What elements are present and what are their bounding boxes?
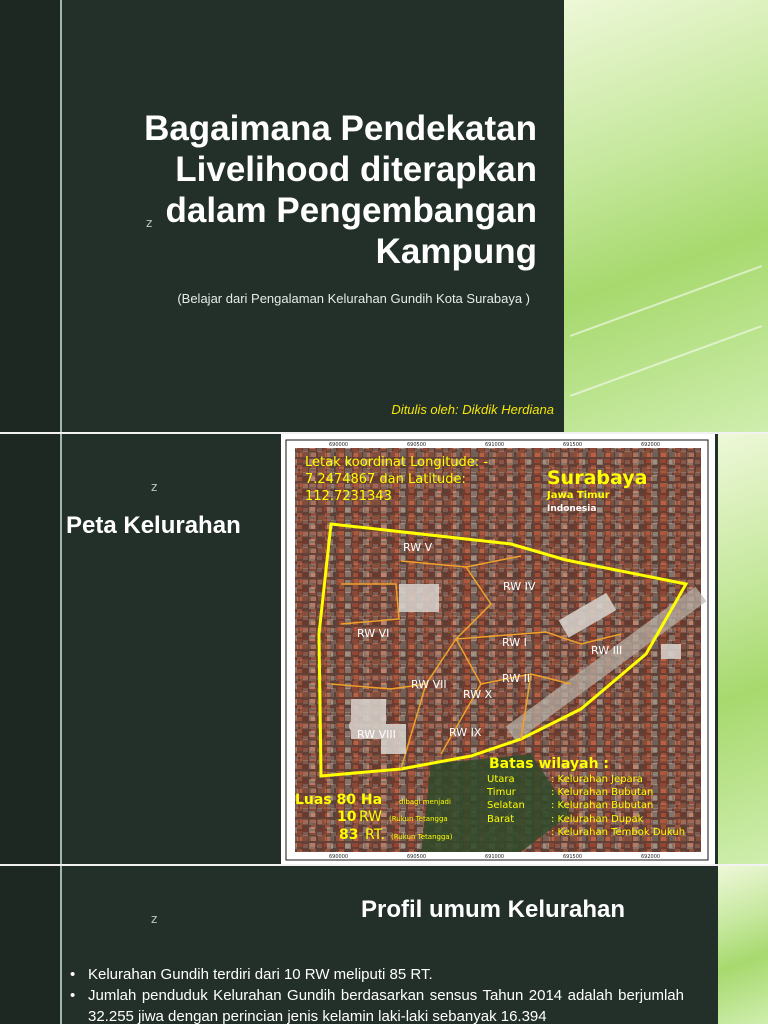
boundary-direction: Selatan [487,800,525,811]
left-divider-line [60,434,62,864]
boundary-name: : Kelurahan Dupak [551,814,644,825]
grid-tick-label: 690500 [407,442,427,448]
grid-tick-label: 691000 [485,854,505,860]
grid-tick-label: 692000 [641,442,661,448]
rw-label: RW VI [357,627,390,640]
grid-tick-label: 690500 [407,854,427,860]
coordinates-line-3: 112.7231343 [305,489,392,504]
left-divider-line [60,866,62,1024]
left-sidebar-band [0,0,60,432]
rw-label: RW VII [411,678,447,691]
coordinates-line-1: Letak koordinat Longitude: - [305,455,488,470]
slide-subtitle: (Belajar dari Pengalaman Kelurahan Gundih Kota Surabaya ) [177,291,530,306]
country-label: Indonesia [547,504,597,514]
grid-tick-label: 691000 [485,442,505,448]
slide-map[interactable] [0,434,768,864]
green-decor-strip [564,0,768,432]
grid-tick-label: 692000 [641,854,661,860]
list-item: • Jumlah penduduk Kelurahan Gundih berdasarkan sensus Tahun 2014 adalah berjumlah 32.255 jiwa dengan perincian jenis kelamin laki-laki sebanyak 16.394 [70,985,684,1024]
city-label: Surabaya [547,467,648,489]
z-mark: z [151,912,158,926]
rw-label: RW X [463,688,493,701]
province-label: Jawa Timur [547,490,610,501]
area-label: Luas 80 Ha [295,792,383,808]
rw-label: RW I [502,636,527,649]
rt-count: 83 [339,827,359,843]
rw-label: RW IX [449,726,482,739]
boundary-title: Batas wilayah : [489,756,610,772]
profile-slide-title: Profil umum Kelurahan [361,896,626,923]
boundary-name: : Kelurahan Tembok Dukuh [551,827,686,838]
z-mark: z [146,216,153,230]
rw-label: RW III [591,644,623,657]
rw-note: (Rukun Tetangga [389,815,448,823]
left-sidebar-band [0,866,60,1024]
rt-unit: RT. [365,827,386,843]
coordinates-line-2: 7.2474867 dan Latitude: [305,472,466,487]
rw-label: RW II [502,672,531,685]
slide-profile[interactable] [0,866,768,1024]
rw-label: RW IV [503,580,536,593]
profile-bullet-list [70,964,684,1024]
decor-wave [570,325,762,397]
z-mark: z [151,480,158,494]
left-sidebar-band [0,434,60,864]
boundary-direction: Timur [487,787,516,798]
grid-tick-label: 690000 [329,854,349,860]
grid-tick-label: 691500 [563,854,583,860]
boundary-name: : Kelurahan Bubutan [551,787,654,798]
kelurahan-map[interactable] [281,434,715,864]
grid-tick-label: 690000 [329,442,349,448]
boundary-name: : Kelurahan Jepara [551,774,643,785]
rw-unit: RW [359,809,383,825]
map-graphic [281,434,715,864]
boundary-direction: Barat [487,814,515,825]
rw-count: 10 [337,809,357,825]
slide-title[interactable] [0,0,768,432]
decor-wave [570,265,762,337]
area-note: dibagi menjadi [399,798,451,806]
boundary-name: : Kelurahan Bubutan [551,800,654,811]
list-item: • Kelurahan Gundih terdiri dari 10 RW meliputi 85 RT. [70,964,684,985]
green-decor-strip [718,866,768,1024]
rt-note: (Rukun Tetangga) [391,833,453,841]
boundary-direction: Utara [487,774,515,785]
rw-label: RW V [403,541,433,554]
slide-title-heading: Bagaimana Pendekatan Livelihood diterapkan dalam Pengembangan Kampung [144,109,537,271]
grid-tick-label: 691500 [563,442,583,448]
green-decor-strip [718,434,768,864]
rw-label: RW VIII [357,728,396,741]
author-credit: Ditulis oleh: Dikdik Herdiana [391,402,554,417]
map-slide-title: Peta Kelurahan [66,512,241,539]
left-divider-line [60,0,62,432]
